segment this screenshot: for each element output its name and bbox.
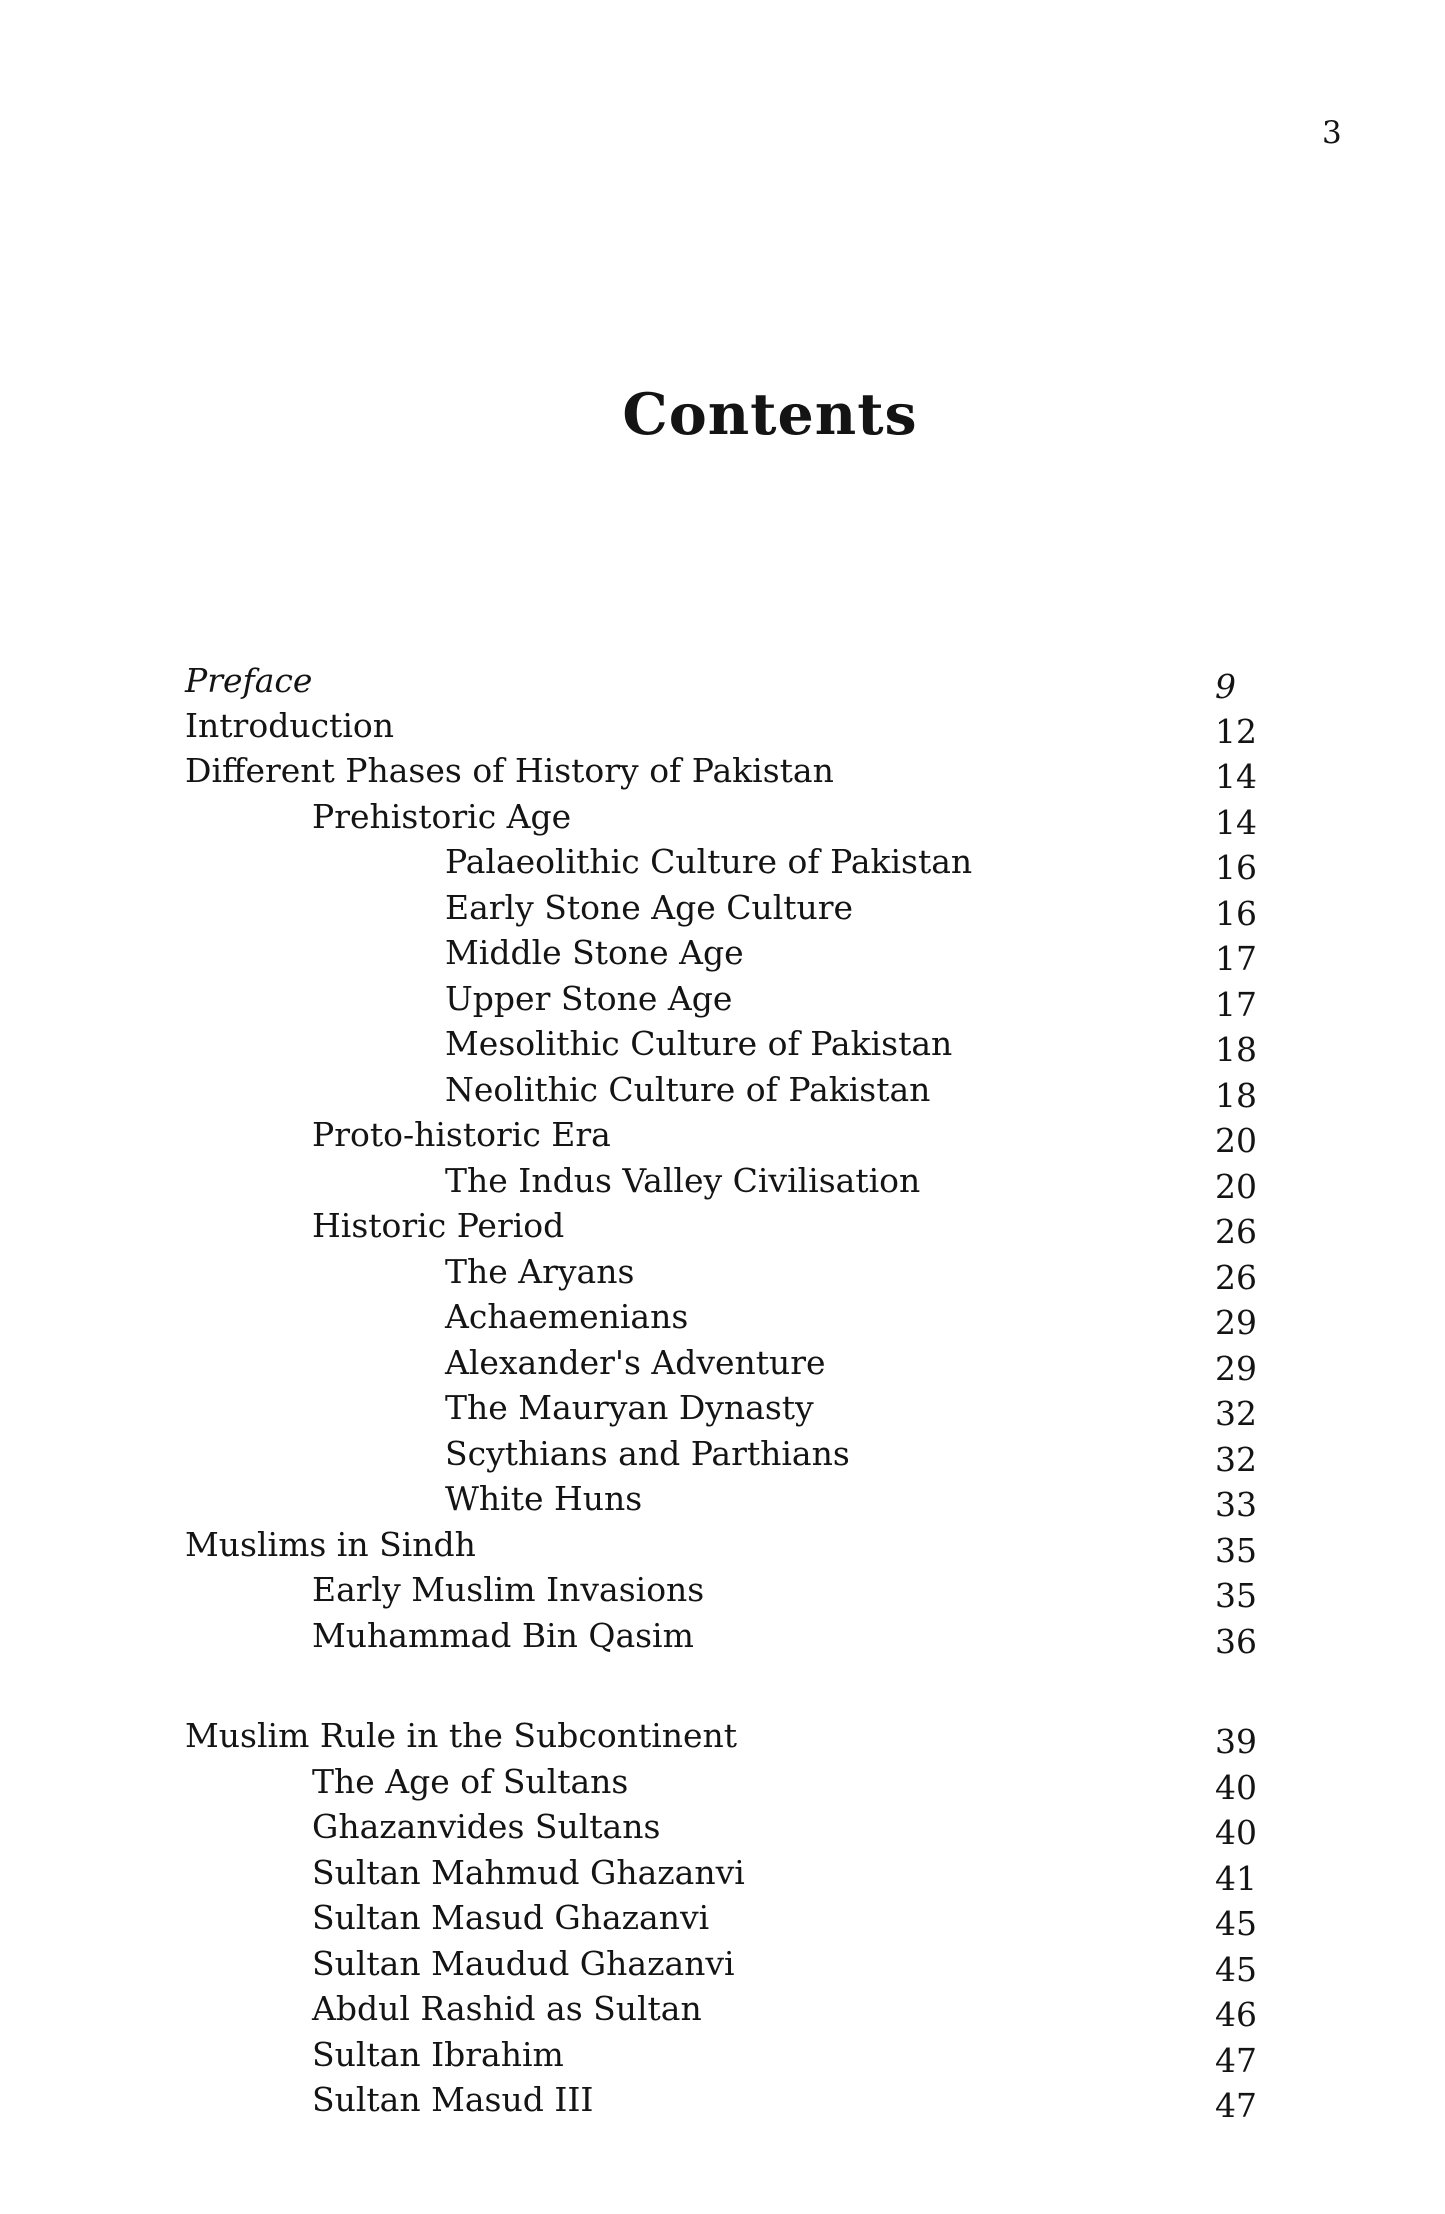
- toc-entry-page: 17: [1215, 939, 1257, 978]
- toc-entry-page: 16: [1215, 894, 1257, 933]
- toc-entry-title: Sultan Masud Ghazanvi: [312, 1898, 710, 1937]
- toc-entry-title: Abdul Rashid as Sultan: [312, 1989, 702, 2028]
- toc-entry-page: 26: [1215, 1212, 1257, 1251]
- toc-entry-page: 35: [1215, 1531, 1257, 1570]
- toc-entry-title: Muslim Rule in the Subcontinent: [185, 1716, 738, 1755]
- toc-entry-page: 45: [1215, 1950, 1257, 1989]
- toc-entry-title: Middle Stone Age: [445, 933, 744, 972]
- toc-entry-page: 32: [1215, 1440, 1257, 1479]
- toc-entry-title: Muslims in Sindh: [185, 1525, 476, 1564]
- toc-entry-title: White Huns: [445, 1479, 643, 1518]
- toc-entry-page: 18: [1215, 1076, 1257, 1115]
- toc-entry-title: Upper Stone Age: [445, 979, 733, 1018]
- toc-entry-title: Ghazanvides Sultans: [312, 1807, 661, 1846]
- toc-entry-title: Alexander's Adventure: [445, 1343, 826, 1382]
- toc-entry-title: Achaemenians: [445, 1297, 689, 1336]
- toc-entry-title: Mesolithic Culture of Pakistan: [445, 1024, 953, 1063]
- page-number: 3: [1322, 115, 1342, 151]
- toc-entry-page: 39: [1215, 1722, 1257, 1761]
- toc-entry-page: 14: [1215, 757, 1257, 796]
- toc-entry-title: Sultan Masud III: [312, 2080, 594, 2119]
- toc-entry-page: 29: [1215, 1303, 1257, 1342]
- toc-entry-page: 40: [1215, 1768, 1257, 1807]
- toc-entry-title: Sultan Maudud Ghazanvi: [312, 1944, 735, 1983]
- toc-entry-page: 14: [1215, 803, 1257, 842]
- toc-entry-page: 26: [1215, 1258, 1257, 1297]
- toc-entry-title: Proto-historic Era: [312, 1115, 611, 1154]
- toc-entry-title: Palaeolithic Culture of Pakistan: [445, 842, 973, 881]
- toc-entry-page: 41: [1215, 1859, 1257, 1898]
- toc-entry-page: 18: [1215, 1030, 1257, 1069]
- toc-entry-title: Early Muslim Invasions: [312, 1570, 705, 1609]
- toc-entry-page: 32: [1215, 1394, 1257, 1433]
- toc-entry-page: 12: [1215, 712, 1257, 751]
- toc-entry-title: Introduction: [185, 706, 394, 745]
- toc-entry-title: Prehistoric Age: [312, 797, 572, 836]
- toc-entry-title: Sultan Mahmud Ghazanvi: [312, 1853, 745, 1892]
- toc-entry-title: Different Phases of History of Pakistan: [185, 751, 834, 790]
- toc-entry-title: Neolithic Culture of Pakistan: [445, 1070, 931, 1109]
- toc-entry-title: The Aryans: [445, 1252, 635, 1291]
- toc-entry-page: 35: [1215, 1576, 1257, 1615]
- toc-entry-title: Preface: [185, 661, 313, 700]
- toc-entry-title: Sultan Ibrahim: [312, 2035, 564, 2074]
- toc-entry-page: 45: [1215, 1904, 1257, 1943]
- toc-entry-page: 33: [1215, 1485, 1257, 1524]
- toc-entry-page: 40: [1215, 1813, 1257, 1852]
- toc-entry-page: 20: [1215, 1167, 1257, 1206]
- page-title: Contents: [622, 381, 918, 448]
- toc-entry-title: The Indus Valley Civilisation: [445, 1161, 921, 1200]
- toc-entry-title: The Age of Sultans: [312, 1762, 629, 1801]
- toc-entry-page: 17: [1215, 985, 1257, 1024]
- toc-entry-page: 47: [1215, 2086, 1257, 2125]
- toc-entry-title: Muhammad Bin Qasim: [312, 1616, 694, 1655]
- toc-entry-page: 20: [1215, 1121, 1257, 1160]
- toc-entry-title: Early Stone Age Culture: [445, 888, 854, 927]
- toc-entry-page: 36: [1215, 1622, 1257, 1661]
- toc-entry-page: 9: [1215, 667, 1236, 706]
- toc-entry-title: The Mauryan Dynasty: [445, 1388, 814, 1427]
- toc-entry-page: 29: [1215, 1349, 1257, 1388]
- toc-entry-page: 46: [1215, 1995, 1257, 2034]
- toc-entry-page: 47: [1215, 2041, 1257, 2080]
- toc-entry-page: 16: [1215, 848, 1257, 887]
- toc-entry-title: Historic Period: [312, 1206, 565, 1245]
- toc-entry-title: Scythians and Parthians: [445, 1434, 850, 1473]
